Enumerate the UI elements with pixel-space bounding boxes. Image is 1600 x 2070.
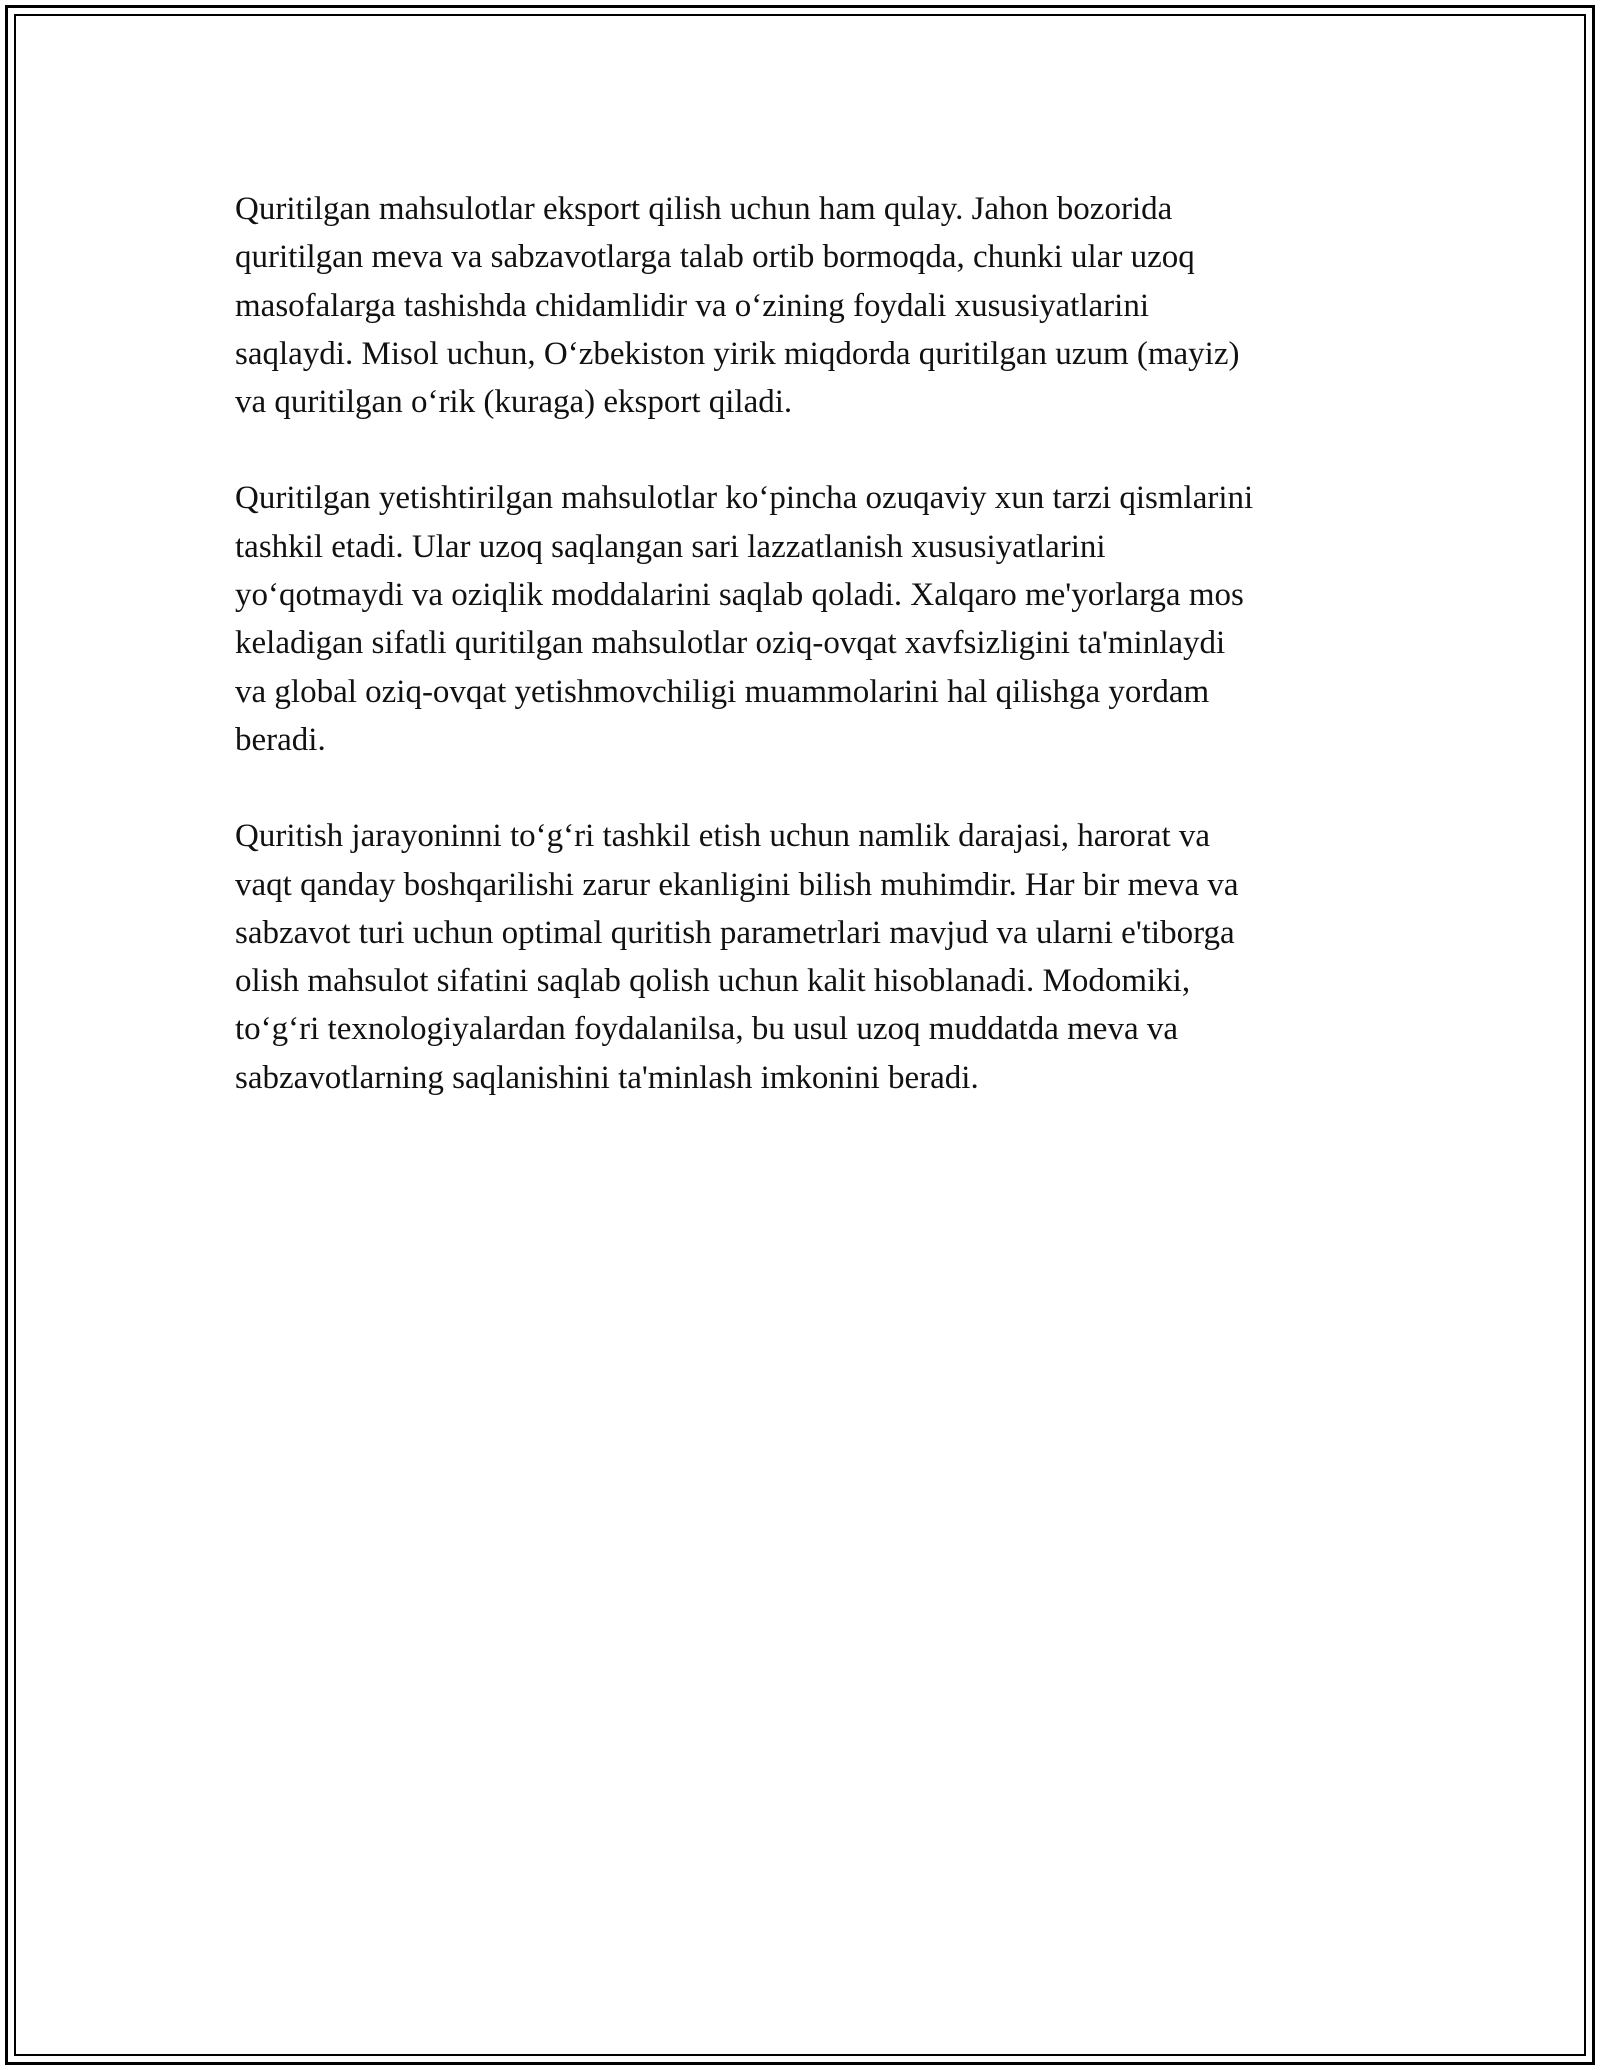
paragraph-3: Quritish jarayoninni to‘g‘ri tashkil etish uchun namlik darajasi, harorat va vaqt qanday boshqarilishi zarur ekanligini bilish muhimdir. Har bir meva va sabzavot turi uchun optimal quritish parametrlari mavjud va ularni e'tiborga olish mahsulot sifatini saqlab qolish uchun kalit hisoblanadi. Modomiki, to‘g‘ri texnologiyalardan foydalanilsa, bu usul uzoq muddatda meva va sabzavotlarning saqlanishini ta'minlash imkonini beradi. xyxy=(235,818,1239,1096)
paragraph-2: Quritilgan yetishtirilgan mahsulotlar ko‘pincha ozuqaviy xun tarzi qismlarini tashkil etadi. Ular uzoq saqlangan sari lazzatlanish xususiyatlarini yo‘qotmaydi va oziqlik moddalarini saqlab qoladi. Xalqaro me'yorlarga mos keladigan sifatli quritilgan mahsulotlar oziq-ovqat xavfsizligini ta'minlaydi va global oziq-ovqat yetishmovchiligi muammolarini hal qilishga yordam beradi. xyxy=(235,480,1254,758)
paragraph-1: Quritilgan mahsulotlar eksport qilish uchun ham qulay. Jahon bozorida quritilgan meva va sabzavotlarga talab ortib bormoqda, chunki ular uzoq masofalarga tashishda chidamlidir va o‘zining foydali xususiyatlarini saqlaydi. Misol uchun, O‘zbekiston yirik miqdorda quritilgan uzum (mayiz) va quritilgan o‘rik (kuraga) eksport qiladi. xyxy=(235,191,1240,421)
document-body xyxy=(235,185,1385,1150)
